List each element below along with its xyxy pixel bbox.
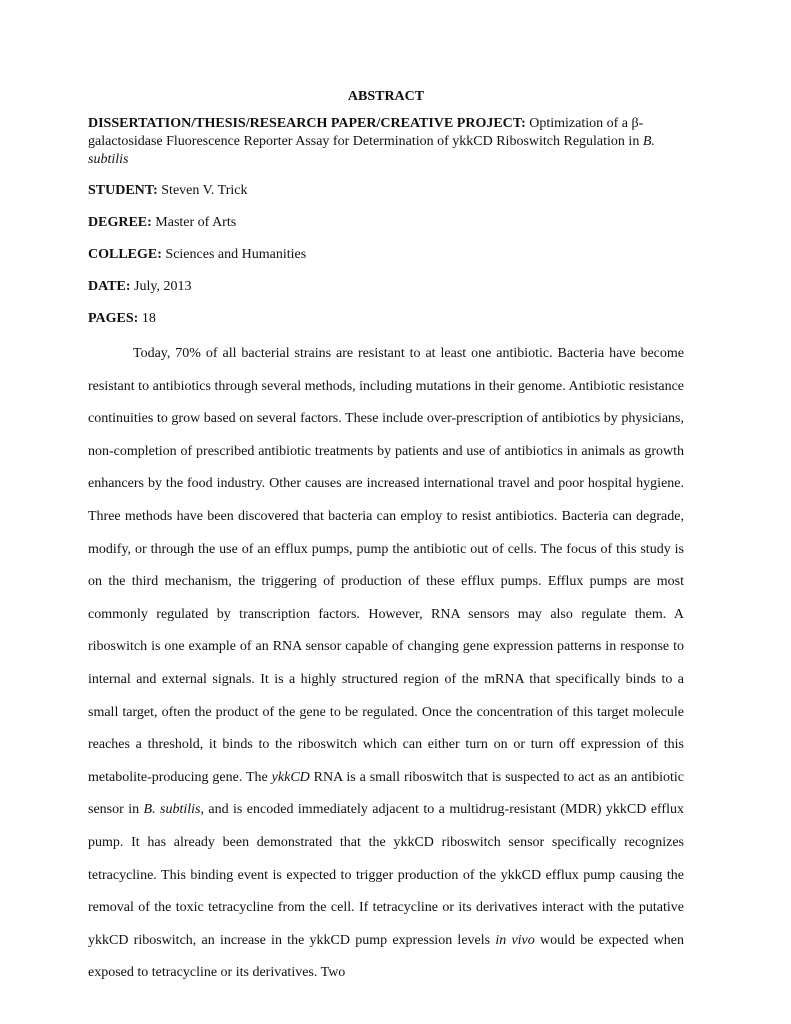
- date-label: DATE:: [88, 279, 131, 294]
- date-field: [88, 278, 684, 296]
- pages-value: 18: [141, 311, 156, 326]
- date-value: July, 2013: [134, 279, 192, 294]
- student-field: [88, 182, 684, 200]
- college-label: COLLEGE:: [88, 247, 162, 262]
- student-label: STUDENT:: [88, 183, 158, 198]
- project-title: Optimization of a β-galactosidase Fluorescence Reporter Assay for Determination of ykkCD Riboswitch Regulation in: [88, 116, 644, 149]
- degree-label: DEGREE:: [88, 215, 152, 230]
- abstract-italic-gene: ykkCD: [271, 769, 310, 785]
- college-value: Sciences and Humanities: [165, 247, 307, 262]
- project-field: [88, 115, 684, 169]
- degree-field: [88, 214, 684, 232]
- project-label: DISSERTATION/THESIS/RESEARCH PAPER/CREATIVE PROJECT:: [88, 116, 526, 131]
- abstract-heading: ABSTRACT: [347, 89, 425, 104]
- abstract-text-part-2: RNA is a small riboswitch that is suspected to act as an antibiotic sensor in: [88, 769, 684, 818]
- abstract-text-part-3: and is encoded immediately adjacent to a multidrug-resistant (MDR) ykkCD efflux pump. It has already been demonstrated that the ykkCD riboswitch sensor specifically recognizes tetracycline. This binding event is expected to trigger production of the ykkCD efflux pump causing the removal of the toxic tetracycline from the cell. If tetracycline or its derivatives interact with the putative ykkCD riboswitch, an increase in the ykkCD pump expression levels: [88, 802, 684, 948]
- project-title-organism: B. subtilis: [88, 134, 655, 167]
- abstract-italic-in-vivo: in vivo: [495, 932, 535, 948]
- abstract-italic-organism: B. subtilis,: [143, 802, 204, 818]
- pages-field: [88, 310, 684, 328]
- document-page: [88, 88, 684, 990]
- abstract-text-part-1: Today, 70% of all bacterial strains are resistant to at least one antibiotic. Bacteria have become resistant to antibiotics through several methods, including mutations in their genome. Antibiotic resistance continuities to grow based on several factors. These include over-prescription of antibiotics by physicians, non-completion of prescribed antibiotic treatments by patients and use of antibiotics in animals as growth enhancers by the food industry. Other causes are increased international travel and poor hospital hygiene. Three methods have been discovered that bacteria can employ to resist antibiotics. Bacteria can degrade, modify, or through the use of an efflux pumps, pump the antibiotic out of cells. The focus of this study is on the third mechanism, the triggering of production of these efflux pumps. Efflux pumps are most commonly regulated by transcription factors. However, RNA sensors may also regulate them. A riboswitch is one example of an RNA sensor capable of changing gene expression patterns in response to internal and external signals. It is a highly structured region of the mRNA that specifically binds to a small target, often the product of the gene to be regulated. Once the concentration of this target molecule reaches a threshold, it binds to the riboswitch which can either turn on or turn off expression of this metabolite-producing gene. The: [88, 346, 684, 785]
- degree-value: Master of Arts: [155, 215, 237, 230]
- abstract-text-part-4: would be expected when exposed to tetracycline or its derivatives. Two: [88, 932, 684, 981]
- abstract-body: [88, 338, 684, 990]
- student-value: Steven V. Trick: [161, 183, 248, 198]
- pages-label: PAGES:: [88, 311, 139, 326]
- college-field: [88, 246, 684, 264]
